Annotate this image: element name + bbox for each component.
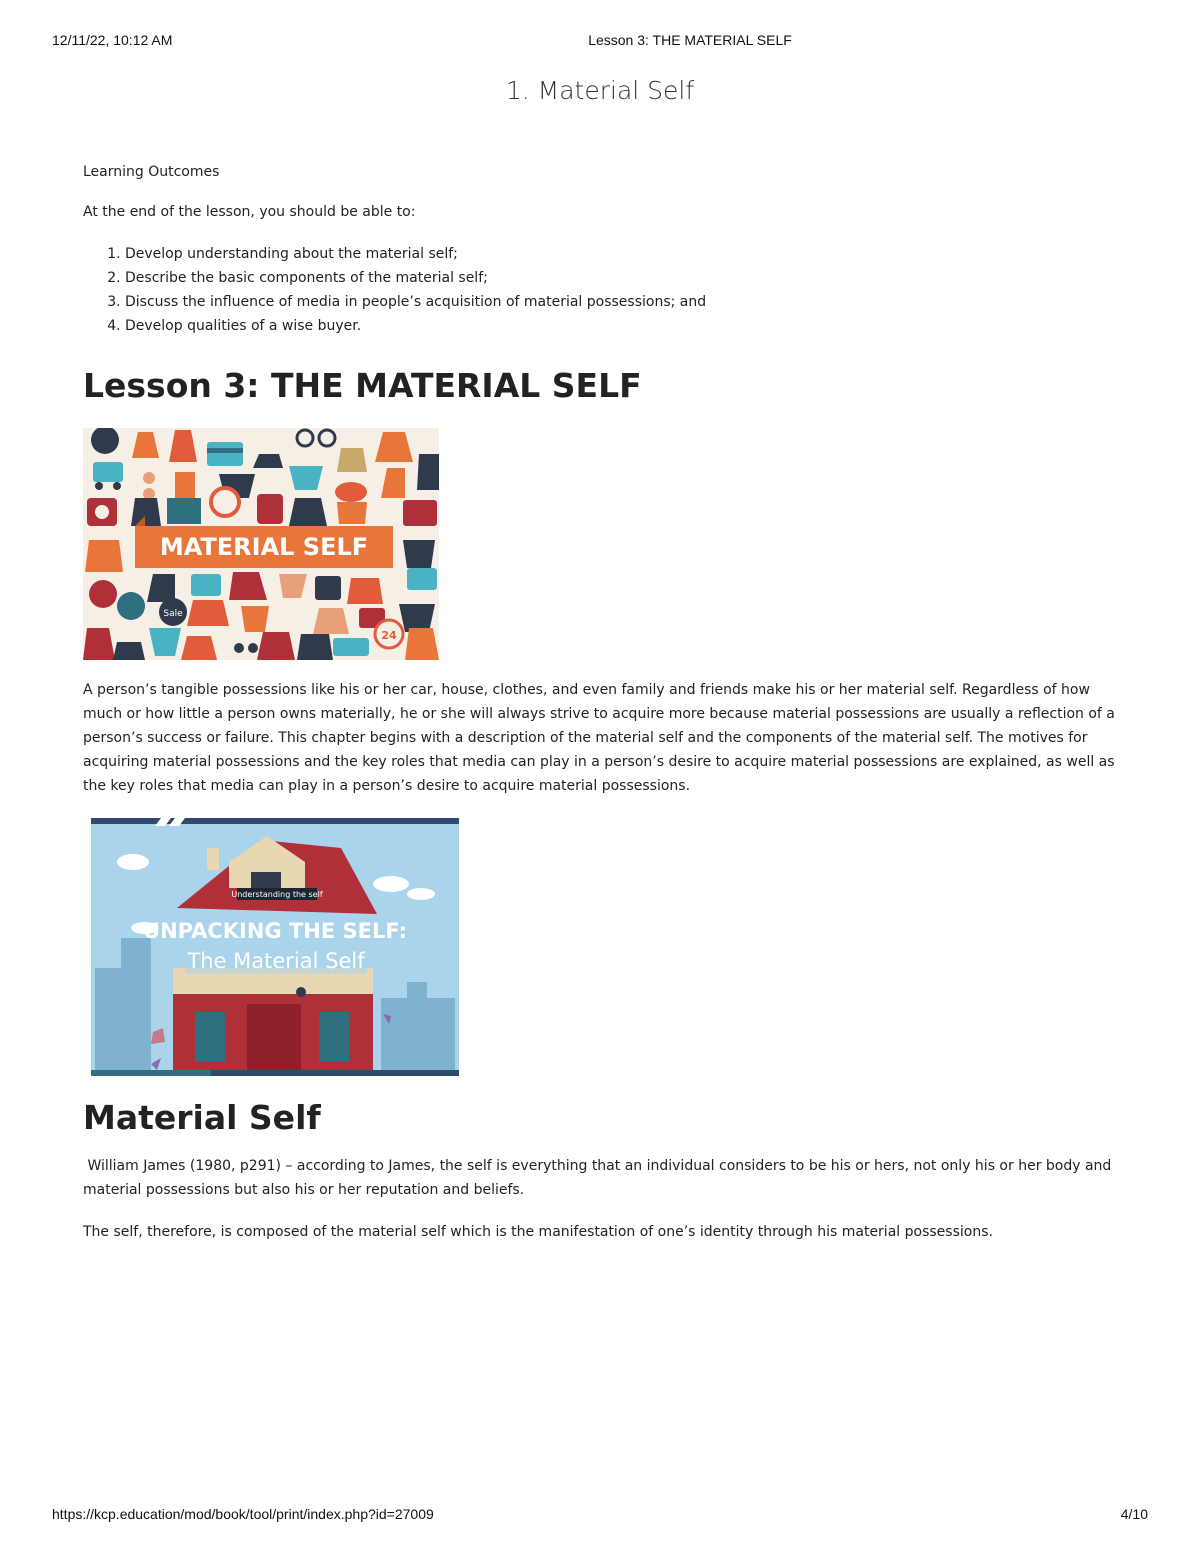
jacket-icon xyxy=(289,498,327,526)
book-content xyxy=(83,160,1123,1244)
chapter-title: 1. Material Self xyxy=(505,76,695,105)
closing-paragraph: The self, therefore, is composed of the material self which is the manifestation of one’s identity through his material possessions. xyxy=(83,1224,993,1240)
intro-paragraph: A person’s tangible possessions like his or her car, house, clothes, and even family and friends make his or her material self. Regardless of how much or how little a person owns materially, he or she will always strive to acquire more because material possessions are usually a reflection of a person’s success or failure. This chapter begins with a description of the material self and the components of the material self. The motives for acquiring material possessions and the key roles that media can play in a person’s desire to acquire material possessions are explained, as well as the key roles that media can play in a person’s desire to acquire material possessions. xyxy=(83,682,1115,794)
laptop-icon xyxy=(403,500,437,526)
window-icon xyxy=(251,872,281,890)
tank-top-icon xyxy=(85,540,123,572)
handbag-icon xyxy=(257,494,283,524)
learning-outcomes-list xyxy=(83,242,1123,338)
window-icon xyxy=(319,1012,349,1062)
background-building xyxy=(95,968,151,1072)
building-icon xyxy=(167,498,201,524)
list-item: 2. Describe the basic components of the material self; xyxy=(125,266,1123,290)
thumb-up-icon xyxy=(117,592,145,620)
hat-icon xyxy=(181,636,217,660)
list-item: 4. Develop qualities of a wise buyer. xyxy=(125,314,1123,338)
skirt-icon xyxy=(187,600,229,626)
lips-icon xyxy=(337,502,367,524)
window-icon xyxy=(195,1012,225,1062)
shirt-icon xyxy=(131,498,161,526)
print-page-title: Lesson 3: THE MATERIAL SELF xyxy=(588,32,792,48)
jacket-icon xyxy=(417,454,439,490)
basket-icon xyxy=(289,466,323,490)
image-title-line1: UNPACKING THE SELF: xyxy=(143,919,407,943)
truck-icon xyxy=(333,638,369,656)
credit-card-icon xyxy=(407,568,437,590)
heel-icon xyxy=(313,608,349,634)
bag-icon xyxy=(337,448,367,472)
handbag-icon xyxy=(89,580,117,608)
handbag-icon xyxy=(257,632,295,660)
list-item: 3. Discuss the influence of media in people’s acquisition of material possessions; and xyxy=(125,290,1123,314)
bikini-icon xyxy=(241,606,269,632)
material-self-banner-image xyxy=(83,428,439,660)
print-datetime: 12/11/22, 10:12 AM xyxy=(52,32,173,48)
hat-icon xyxy=(399,604,435,632)
boot-icon xyxy=(347,578,383,604)
door-icon xyxy=(247,1004,301,1072)
background-building xyxy=(381,998,455,1072)
24-hour-label: 24 xyxy=(381,629,397,642)
material-self-heading: Material Self xyxy=(83,1098,321,1137)
banner-text: MATERIAL SELF xyxy=(159,533,369,561)
heel-icon xyxy=(403,540,435,568)
image-tag: Understanding the self xyxy=(231,890,323,899)
page-number: 4/10 xyxy=(1120,1506,1148,1522)
dress-icon xyxy=(175,472,195,502)
cloud-icon xyxy=(373,876,409,892)
earring-icon xyxy=(234,643,244,653)
list-item: 1. Develop understanding about the material self; xyxy=(125,242,1123,266)
tank-top-icon xyxy=(405,628,439,660)
jacket-icon xyxy=(297,634,333,660)
truck-icon xyxy=(93,462,123,482)
lamp-icon xyxy=(296,987,306,997)
heel-icon xyxy=(113,642,145,660)
cloud-icon xyxy=(117,854,149,870)
unpacking-the-self-image xyxy=(91,818,459,1076)
chimney xyxy=(207,848,219,870)
cart-icon xyxy=(315,576,341,600)
credit-card-icon xyxy=(191,574,221,596)
lesson-heading: Lesson 3: THE MATERIAL SELF xyxy=(83,366,642,405)
james-paragraph: William James (1980, p291) – according to James, the self is everything that an individual considers to be his or hers, not only his or her body and material possessions but also his or her reputation and beliefs. xyxy=(83,1158,1116,1198)
clock-icon xyxy=(211,488,239,516)
credit-card-icon xyxy=(207,442,243,466)
sale-tag-label: Sale xyxy=(163,609,183,619)
hat-icon xyxy=(335,482,367,502)
print-url: https://kcp.education/mod/book/tool/print/index.php?id=27009 xyxy=(52,1506,434,1522)
image-title-line2: The Material Self xyxy=(187,949,365,973)
learning-outcomes-heading: Learning Outcomes xyxy=(83,164,220,180)
earring-icon xyxy=(143,472,155,484)
learning-outcomes-intro: At the end of the lesson, you should be able to: xyxy=(83,204,416,220)
